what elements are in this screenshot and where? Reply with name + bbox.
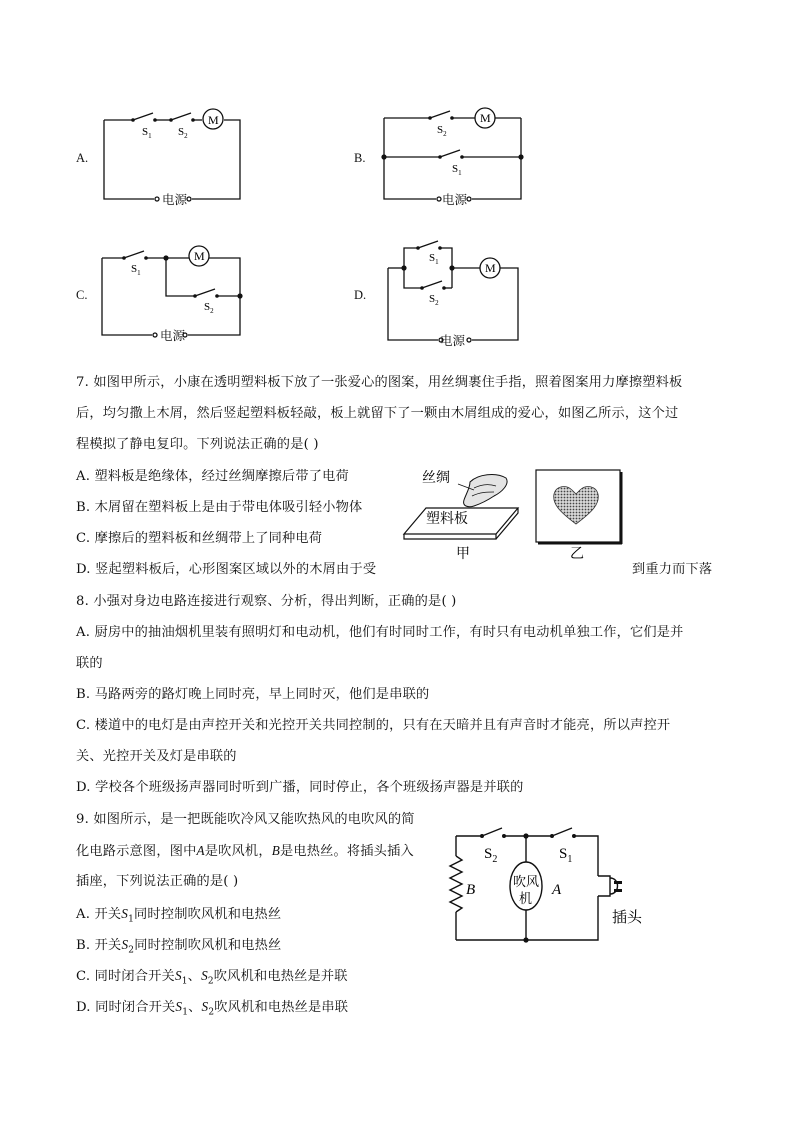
q8-option-a-line1: A. 厨房中的抽油烟机里装有照明灯和电动机，他们有时同时工作，有时只有电动机单独工作，它们是并 xyxy=(76,625,684,640)
q9-stem-line2: 化电路示意图，图中A是吹风机，B是电热丝。将插头插入 xyxy=(76,843,414,859)
q8-option-c-line1: C. 楼道中的电灯是由声控开关和光控开关共同控制的，只有在天暗并且有声音时才能亮，所以声控开 xyxy=(76,718,671,733)
q9-stem-line3: 插座，下列说法正确的是( ) xyxy=(76,874,239,889)
switch-s1-label: $S_1$ xyxy=(131,263,141,277)
q9-option-b: B. 开关$S_2$同时控制吹风机和电热丝 xyxy=(76,937,282,956)
heater-label: B xyxy=(466,882,476,898)
figure-yi-caption: 乙 xyxy=(570,547,584,562)
q9-stem-line1: 9. 如图所示，是一把既能吹冷风又能吹热风的电吹风的简 xyxy=(76,812,415,827)
switch-s1-label: $S_1$ xyxy=(142,126,152,140)
q7-stem-line1: 7. 如图甲所示，小康在透明塑料板下放了一张爱心的图案，用丝绸裹住手指，照着图案用力摩擦塑料板 xyxy=(76,375,683,390)
option-d-letter: D. xyxy=(354,288,367,302)
figure-jia xyxy=(398,462,528,562)
q8-option-c-line2: 关、光控开关及灯是串联的 xyxy=(76,749,237,764)
q7-option-b: B. 木屑留在塑料板上是由于带电体吸引轻小物体 xyxy=(76,500,363,515)
q9-option-a: A. 开关$S_1$同时控制吹风机和电热丝 xyxy=(76,906,282,925)
source-label-a: 电源 xyxy=(162,192,188,207)
switch-s2-label: $S_2$ xyxy=(178,126,188,140)
motor-label: M xyxy=(194,249,205,263)
silk-label: 丝绸 xyxy=(422,471,450,486)
q7-stem-line3: 程模拟了静电复印。下列说法正确的是( ) xyxy=(76,437,319,452)
q7-option-c: C. 摩擦后的塑料板和丝绸带上了同种电荷 xyxy=(76,531,323,546)
board-label: 塑料板 xyxy=(426,512,468,527)
switch-s2-label: $S_2$ xyxy=(204,301,214,315)
q9-option-d: D. 同时闭合开关$S_1$、$S_2$吹风机和电热丝是串联 xyxy=(76,999,349,1018)
q7-option-d-right: 到重力而下落 xyxy=(632,562,713,577)
option-c-letter: C. xyxy=(76,288,88,302)
q7-option-a: A. 塑料板是绝缘体，经过丝绸摩擦后带了电荷 xyxy=(76,469,349,484)
switch-s1-label: $S_1$ xyxy=(452,163,462,177)
q8-option-d: D. 学校各个班级扬声器同时听到广播，同时停止，各个班级扬声器是并联的 xyxy=(76,780,524,795)
plug-label: 插头 xyxy=(612,910,643,926)
fan-text-line1: 吹风 xyxy=(513,874,540,889)
figure-jia-caption: 甲 xyxy=(456,547,470,562)
source-label-b: 电源 xyxy=(442,192,468,207)
switch-s1-label: $S_1$ xyxy=(559,846,573,865)
figure-yi xyxy=(530,466,630,562)
switch-s2-label: $S_2$ xyxy=(484,846,498,865)
source-label-d: 电源 xyxy=(440,333,466,348)
fan-text-line2: 机 xyxy=(519,891,533,906)
hair-dryer-circuit xyxy=(448,826,658,946)
source-label-c: 电源 xyxy=(160,328,186,343)
q8-stem: 8. 小强对身边电路连接进行观察、分析，得出判断，正确的是( ) xyxy=(76,594,457,609)
q9-option-c: C. 同时闭合开关$S_1$、$S_2$吹风机和电热丝是并联 xyxy=(76,968,348,987)
switch-s2-label: $S_2$ xyxy=(429,293,439,307)
motor-label: M xyxy=(485,261,496,275)
q7-option-d-left: D. 竖起塑料板后，心形图案区域以外的木屑由于受 xyxy=(76,562,377,577)
switch-s1-label: $S_1$ xyxy=(429,252,439,266)
q7-stem-line2: 后，均匀撒上木屑，然后竖起塑料板轻敲，板上就留下了一颗由木屑组成的爱心，如图乙所示，这个过 xyxy=(76,406,679,421)
motor-label: M xyxy=(480,111,491,125)
q8-option-a-line2: 联的 xyxy=(76,656,103,671)
fan-label: A xyxy=(552,882,562,898)
motor-label: M xyxy=(208,113,219,127)
option-b-letter: B. xyxy=(354,151,366,165)
option-a-letter: A. xyxy=(76,151,89,165)
q8-option-b: B. 马路两旁的路灯晚上同时亮，早上同时灭，他们是串联的 xyxy=(76,687,430,702)
switch-s2-label: $S_2$ xyxy=(437,124,447,138)
